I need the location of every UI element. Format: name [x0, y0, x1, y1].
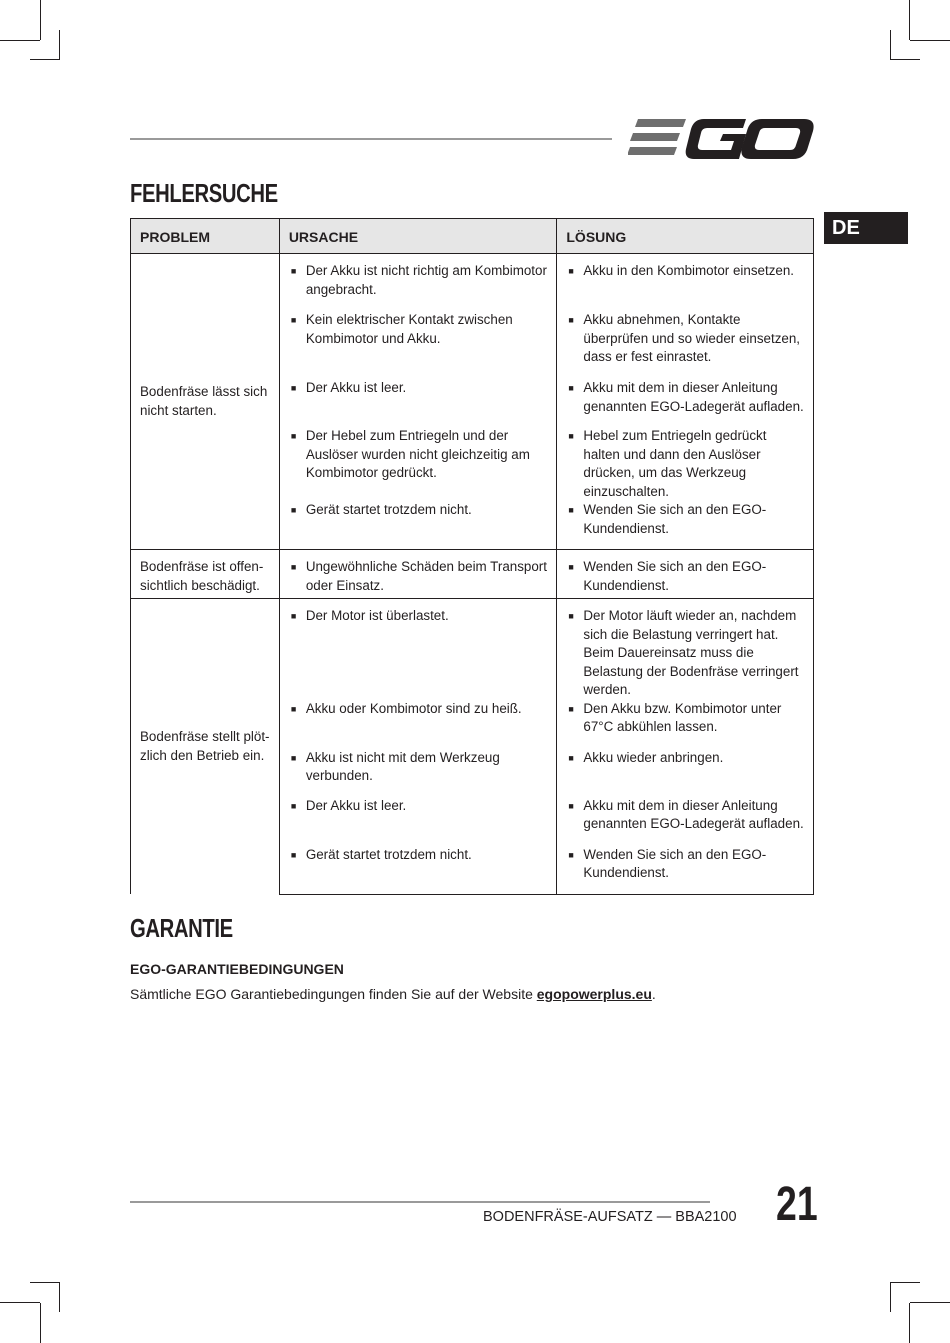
cause-item: ■ Akku oder Kombimotor sind zu heiß.	[289, 700, 548, 719]
website-link[interactable]: egopowerplus.eu	[536, 986, 652, 1002]
solution-item: ■ Wenden Sie sich an den EGO-Kundendienst.	[566, 501, 804, 538]
cause-item: ■ Der Akku ist leer.	[289, 379, 548, 398]
solution-item: ■ Akku wieder anbringen.	[566, 749, 804, 768]
troubleshooting-table	[130, 218, 814, 895]
problem-cell: Bodenfräse stellt plöt-zlich den Betrieb ein.	[131, 599, 280, 895]
table-row	[131, 599, 814, 700]
solution-item: ■ Akku in den Kombimotor einsetzen.	[566, 262, 804, 281]
troubleshooting-title: FEHLERSUCHE	[130, 178, 278, 208]
solution-item: ■ Akku mit dem in dieser Anleitung genannten EGO-Ladegerät aufladen.	[566, 797, 804, 834]
solution-item: ■ Wenden Sie sich an den EGO-Kundendienst.	[566, 846, 804, 883]
solution-item: ■ Hebel zum Entriegeln gedrückt halten und dann den Auslöser drücken, um das Werkzeug einzuschalten.	[566, 427, 804, 501]
solution-item: ■ Akku abnehmen, Kontakte überprüfen und so wieder einsetzen, dass er fest einrastet.	[566, 311, 804, 367]
solution-header: LÖSUNG	[557, 219, 814, 254]
cause-item: ■ Der Akku ist nicht richtig am Kombimotor angebracht.	[289, 262, 548, 299]
table-row	[131, 550, 814, 599]
cause-header: URSACHE	[279, 219, 557, 254]
solution-item: ■ Der Motor läuft wieder an, nachdem sich die Belastung verringert hat. Beim Dauereinsatz muss die Belastung der Bodenfräse verringert werden.	[566, 607, 804, 700]
solution-item: ■ Wenden Sie sich an den EGO-Kundendienst.	[566, 558, 804, 595]
warranty-text-lead: Sämtliche EGO Garantiebedingungen finden Sie auf der Website	[130, 986, 537, 1002]
page-number: 21	[776, 1178, 818, 1231]
table-row	[131, 254, 814, 312]
footer-product: BODENFRÄSE-AUFSATZ — BBA2100	[483, 1209, 737, 1225]
warranty-text	[130, 986, 656, 1002]
warranty-subtitle: EGO-GARANTIEBEDINGUNGEN	[130, 961, 344, 977]
cause-item: ■ Gerät startet trotzdem nicht.	[289, 501, 548, 520]
cause-item: ■ Akku ist nicht mit dem Werkzeug verbunden.	[289, 749, 548, 786]
cause-item: ■ Ungewöhnliche Schäden beim Transport oder Einsatz.	[289, 558, 548, 595]
problem-cell: Bodenfräse lässt sich nicht starten.	[131, 254, 280, 550]
warranty-title: GARANTIE	[130, 913, 233, 943]
solution-item: ■ Akku mit dem in dieser Anleitung genannten EGO-Ladegerät aufladen.	[566, 379, 804, 416]
language-tab: DE	[824, 212, 908, 244]
cause-item: ■ Der Hebel zum Entriegeln und der Auslöser wurden nicht gleichzeitig am Kombimotor gedrückt.	[289, 427, 548, 483]
table-header-row	[131, 219, 814, 254]
cause-item: ■ Der Motor ist überlastet.	[289, 607, 548, 626]
warranty-text-end: .	[651, 986, 656, 1002]
solution-item: ■ Den Akku bzw. Kombimotor unter 67°C abkühlen lassen.	[566, 700, 804, 737]
problem-cell: Bodenfräse ist offen-sichtlich beschädigt.	[131, 550, 280, 599]
cause-item: ■ Der Akku ist leer.	[289, 797, 548, 816]
problem-header: PROBLEM	[131, 219, 280, 254]
cause-item: ■ Kein elektrischer Kontakt zwischen Kombimotor und Akku.	[289, 311, 548, 348]
footer-rule	[130, 1201, 710, 1203]
cause-item: ■ Gerät startet trotzdem nicht.	[289, 846, 548, 865]
header-rule	[130, 138, 612, 140]
ego-logo	[628, 116, 814, 160]
